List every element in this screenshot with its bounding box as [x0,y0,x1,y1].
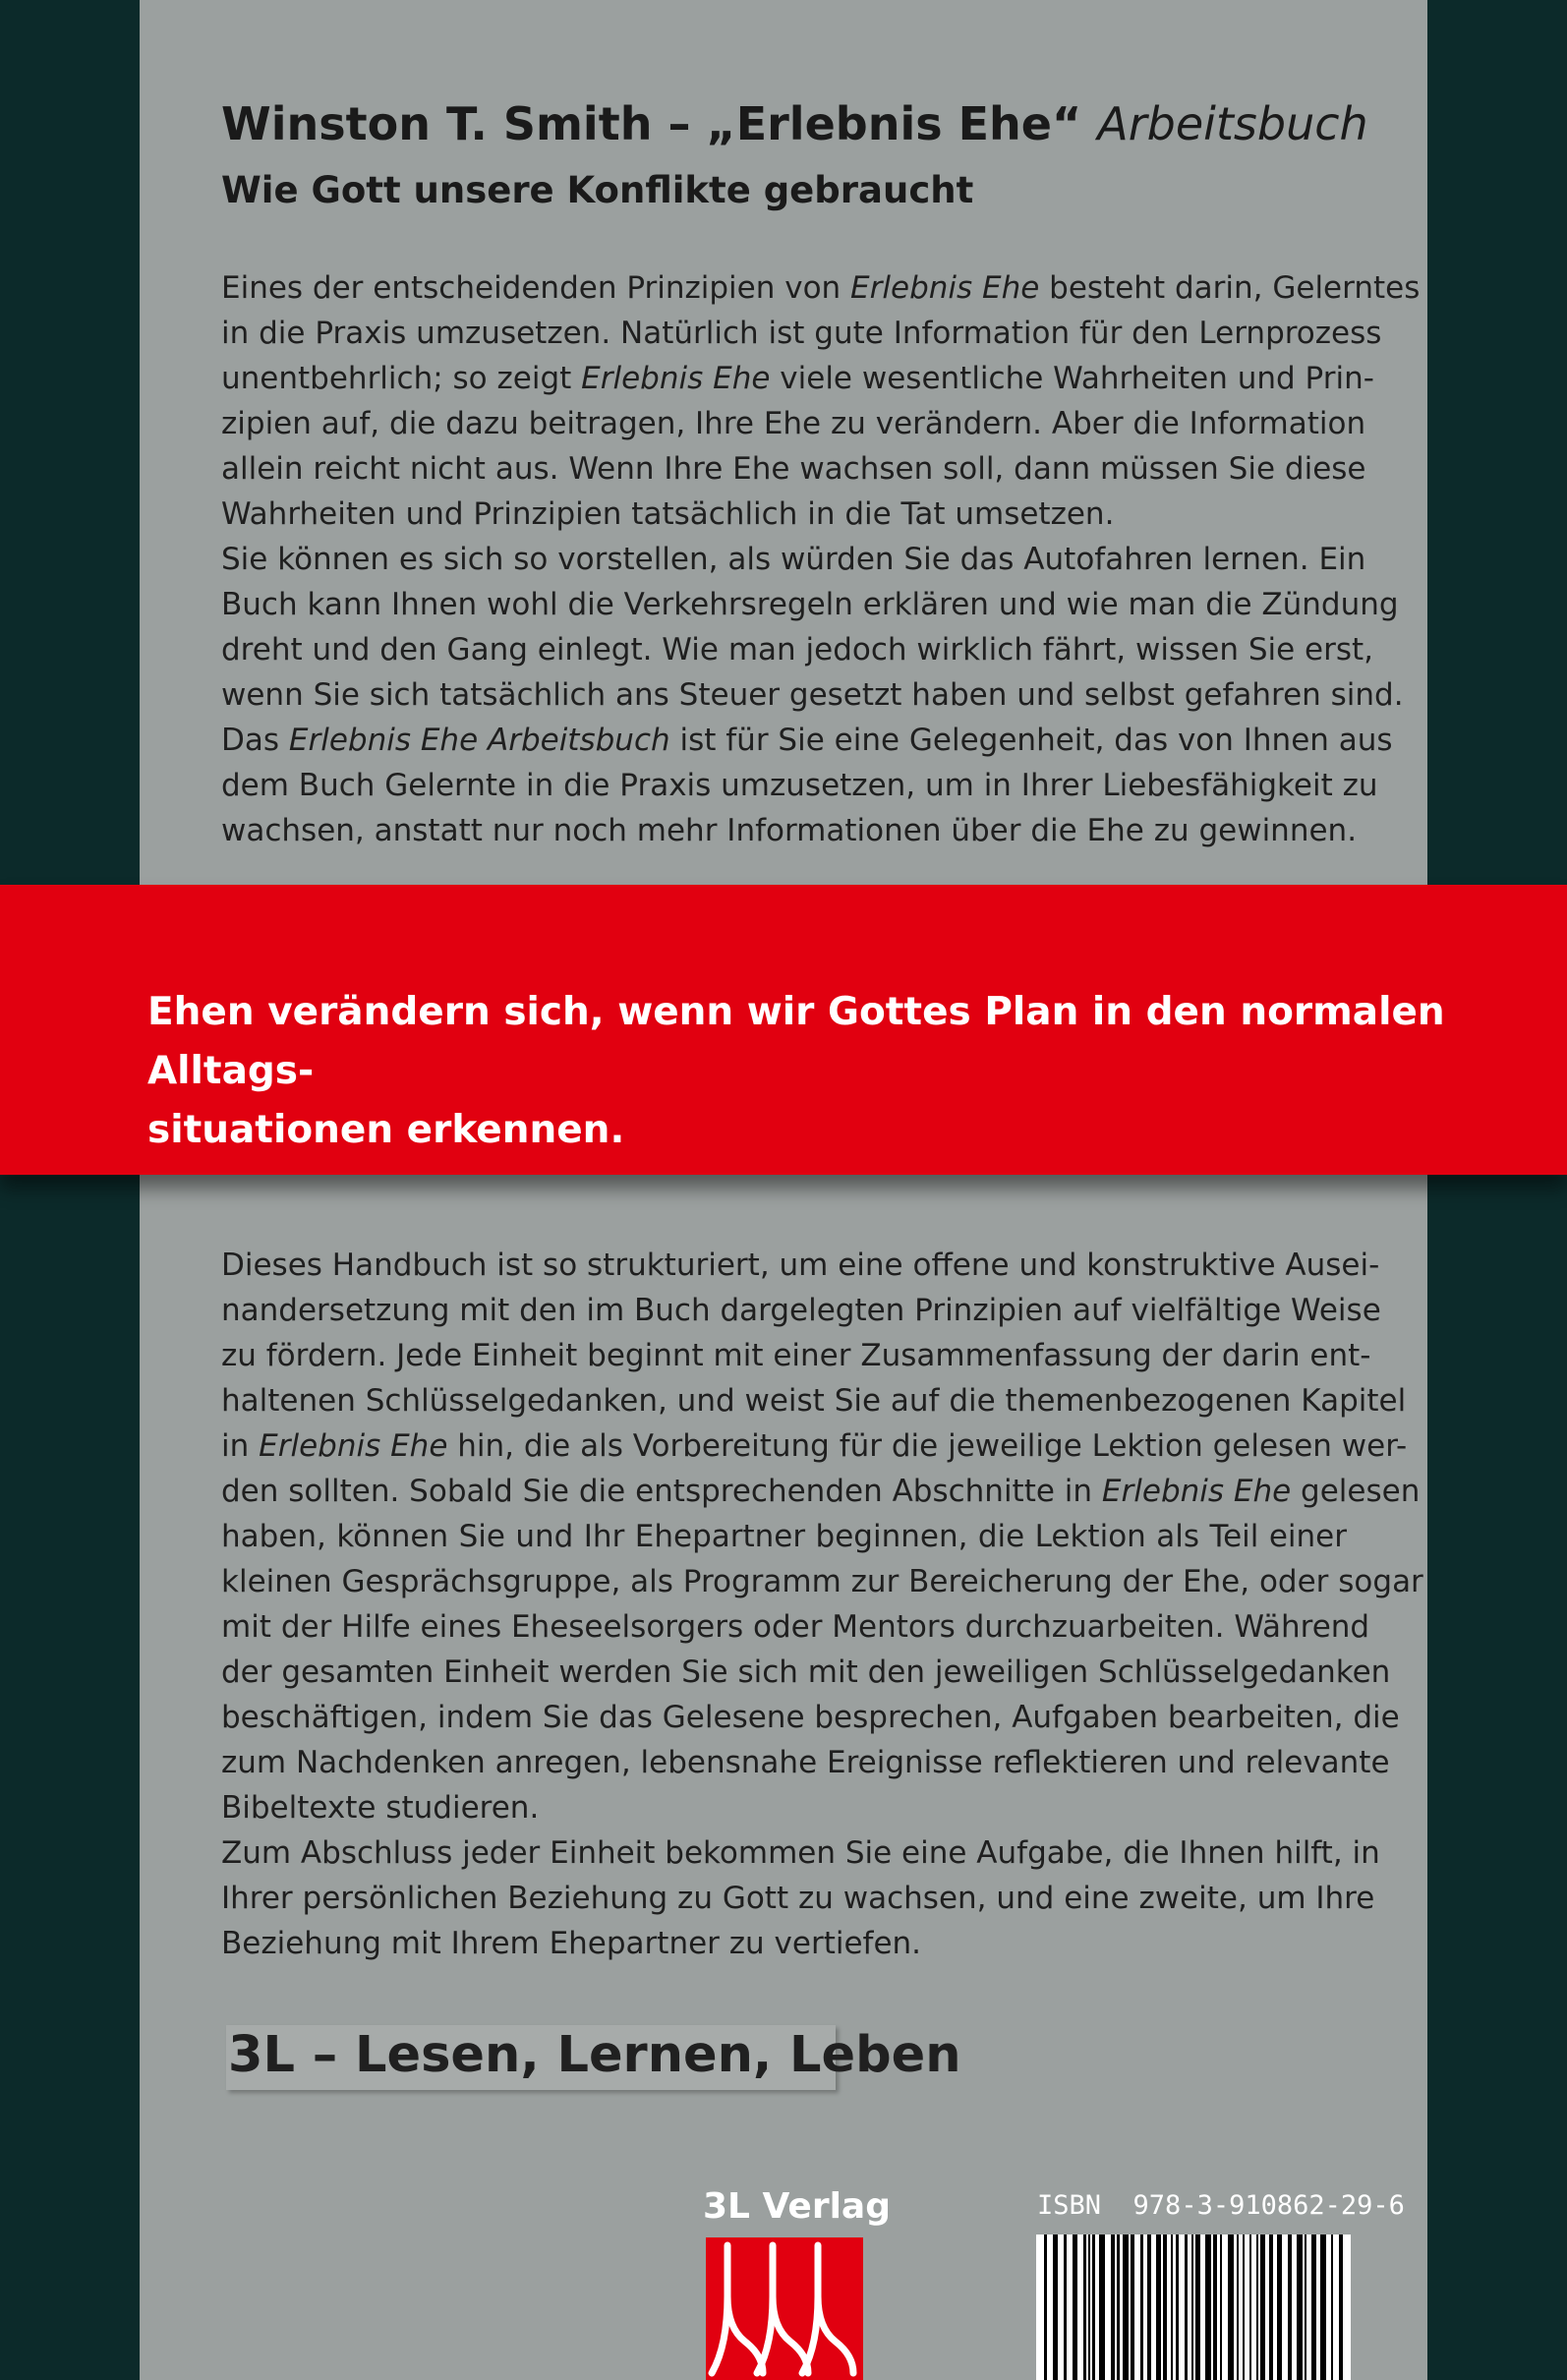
barcode-bar [1269,2235,1273,2380]
book-subtitle: Wie Gott unsere Konflikte gebraucht [221,169,974,211]
highlight-quote [147,983,1445,1160]
three-loops-icon [706,2237,863,2380]
barcode-bar [1147,2235,1151,2380]
text-line [221,1921,1347,1966]
text-line [221,1695,1400,1740]
book-title [221,94,1368,153]
text-segment: mit der Hilfe eines Eheseelsorgers oder Mentors durchzuarbeiten. Während [221,1609,1370,1645]
text-line [221,446,1366,492]
barcode-bar [1073,2235,1077,2380]
barcode-bar [1111,2235,1115,2380]
barcode-bar [1220,2235,1222,2380]
barcode-bar [1237,2235,1239,2380]
text-line [221,1243,1380,1288]
text-segment: viele wesentliche Wahrheiten und Prin- [770,361,1374,396]
barcode-bar [1205,2235,1211,2380]
publisher-logo-icon [706,2237,863,2380]
barcode-bar [1297,2235,1303,2380]
title-suffix: Arbeitsbuch [1097,97,1368,150]
text-segment: Bibeltexte studieren. [221,1790,540,1826]
text-segment: allein reicht nicht aus. Wenn Ihre Ehe wachsen soll, dann müssen Sie diese [221,451,1366,487]
text-line [221,627,1374,672]
text-line [221,1830,1380,1876]
text-segment: ist für Sie eine Gelegenheit, das von Ihnen aus [669,723,1393,758]
text-segment: kleinen Gesprächsgruppe, als Programm zur Bereicherung der Ehe, oder sogar [221,1564,1423,1599]
barcode-bar [1195,2235,1200,2380]
barcode-bar [1044,2235,1047,2380]
barcode-bar [1339,2235,1343,2380]
barcode-bar [1123,2235,1129,2380]
barcode-bar [1092,2235,1095,2380]
text-line [221,537,1366,582]
text-segment: gelesen [1291,1474,1421,1509]
text-segment: zum Nachdenken anregen, lebensnahe Ereignisse reflektieren und relevante [221,1745,1390,1780]
text-line [221,265,1421,311]
text-line [221,401,1366,446]
text-line [221,1559,1423,1604]
text-segment: wachsen, anstatt nur noch mehr Informationen über die Ehe zu gewinnen. [221,813,1358,848]
barcode-bar [1064,2235,1067,2380]
text-segment: Buch kann Ihnen wohl die Verkehrsregeln erklären und wie man die Zündung [221,587,1399,622]
barcode-bar [1117,2235,1120,2380]
text-segment: haben, können Sie und Ihr Ehepartner beginnen, die Lektion als Teil einer [221,1519,1347,1554]
text-segment: zu fördern. Jede Einheit beginnt mit einer Zusammenfassung der darin ent- [221,1338,1371,1373]
text-line [221,1514,1347,1559]
barcode-bar [1288,2235,1292,2380]
book-title-reference: Erlebnis Ehe [850,270,1040,306]
barcode-bar [1163,2235,1167,2380]
text-segment: Zum Abschluss jeder Einheit bekommen Sie eine Aufgabe, die Ihnen hilft, in [221,1835,1380,1871]
text-line [221,492,1347,537]
text-line [221,1650,1391,1695]
barcode-bar [1083,2235,1086,2380]
isbn-prefix: ISBN [1037,2190,1102,2221]
barcode-bar [1311,2235,1316,2380]
text-segment: Eines der entscheidenden Prinzipien von [221,270,851,306]
text-line [221,1288,1381,1333]
text-segment: in die Praxis umzusetzen. Natürlich ist gute Information für den Lernprozess [221,316,1382,351]
text-segment: hin, die als Vorbereitung für die jeweilige Lektion gelesen wer- [447,1428,1408,1464]
barcode-icon [1036,2235,1351,2380]
text-segment: Dieses Handbuch ist so strukturiert, um eine offene und konstruktive Ausei- [221,1248,1380,1283]
barcode-bar [1171,2235,1173,2380]
barcode-bar [1305,2235,1306,2380]
text-line [221,582,1399,627]
text-line [221,1378,1407,1423]
publisher-name: 3L Verlag [703,2186,891,2227]
barcode-bar [1185,2235,1188,2380]
text-segment: Beziehung mit Ihrem Ehepartner zu vertiefen. [221,1926,922,1961]
text-segment: Ihrer persönlichen Beziehung zu Gott zu wachsen, und eine zweite, um Ihre [221,1881,1375,1916]
text-segment: der gesamten Einheit werden Sie sich mit den jeweiligen Schlüsselgedanken [221,1654,1391,1690]
text-segment: nandersetzung mit den im Buch dargelegten Prinzipien auf vielfältige Weise [221,1293,1381,1328]
barcode-bar [1088,2235,1090,2380]
barcode-bar [1260,2235,1265,2380]
barcode-bar [1156,2235,1161,2380]
text-segment: den sollten. Sobald Sie die entsprechenden Abschnitte in [221,1474,1102,1509]
book-title-reference: Erlebnis Ehe [581,361,771,396]
text-line [221,1333,1371,1378]
barcode-bar [1249,2235,1251,2380]
text-segment: Das [221,723,289,758]
text-segment: zipien auf, die dazu beitragen, Ihre Ehe zu verändern. Aber die Information [221,406,1366,441]
text-segment: Sie können es sich so vorstellen, als würden Sie das Autofahren lernen. Ein [221,542,1366,577]
text-line [221,356,1374,401]
text-line [221,808,1358,853]
highlight-line: situationen erkennen. [147,1108,625,1152]
barcode-bar [1099,2235,1105,2380]
barcode [1036,2235,1351,2380]
book-title-reference: Erlebnis Ehe [259,1428,448,1464]
barcode-bar [1213,2235,1217,2380]
barcode-bar [1256,2235,1258,2380]
text-segment: Wahrheiten und Prinzipien tatsächlich in die Tat umsetzen. [221,496,1115,532]
barcode-bar [1140,2235,1143,2380]
barcode-bar [1228,2235,1234,2380]
barcode-bar [1320,2235,1326,2380]
barcode-bar [1053,2235,1058,2380]
highlight-line: Ehen verändern sich, wenn wir Gottes Plan in den normalen Alltags- [147,990,1445,1093]
text-line [221,1740,1390,1785]
barcode-bar [1176,2235,1179,2380]
text-line [221,1604,1370,1650]
author-title: Winston T. Smith – „Erlebnis Ehe“ [221,97,1082,150]
text-line [221,672,1404,718]
text-line [221,1423,1408,1469]
text-segment: in [221,1428,260,1464]
tagline-box [226,2025,961,2090]
body-text [221,1243,1423,1966]
text-line [221,718,1393,763]
text-segment: beschäftigen, indem Sie das Gelesene besprechen, Aufgaben bearbeiten, die [221,1700,1400,1735]
text-segment: dem Buch Gelernte in die Praxis umzusetzen, um in Ihrer Liebesfähigkeit zu [221,768,1378,803]
text-segment: dreht und den Gang einlegt. Wie man jedoch wirklich fährt, wissen Sie erst, [221,632,1374,668]
barcode-bar [1331,2235,1333,2380]
text-line [221,1785,1347,1830]
text-segment: unentbehrlich; so zeigt [221,361,582,396]
text-segment: haltenen Schlüsselgedanken, und weist Sie auf die themenbezogenen Kapitel [221,1383,1407,1419]
barcode-bar [1131,2235,1134,2380]
text-segment: besteht darin, Gelerntes [1039,270,1421,306]
text-segment: wenn Sie sich tatsächlich ans Steuer gesetzt haben und selbst gefahren sind. [221,677,1404,713]
text-line [221,1876,1375,1921]
text-line [221,311,1382,356]
barcode-bar [1277,2235,1282,2380]
barcode-bar [1243,2235,1245,2380]
text-line [221,763,1378,808]
book-title-reference: Erlebnis Ehe [1101,1474,1292,1509]
intro-text [221,265,1421,853]
tagline: 3L – Lesen, Lernen, Leben [228,2026,961,2084]
book-title-reference: Erlebnis Ehe Arbeitsbuch [288,723,670,758]
barcode-bar [1191,2235,1193,2380]
isbn-number: 978-3-910862-29-6 [1132,2190,1405,2221]
text-line [221,1469,1421,1514]
isbn-label [1037,2190,1405,2221]
